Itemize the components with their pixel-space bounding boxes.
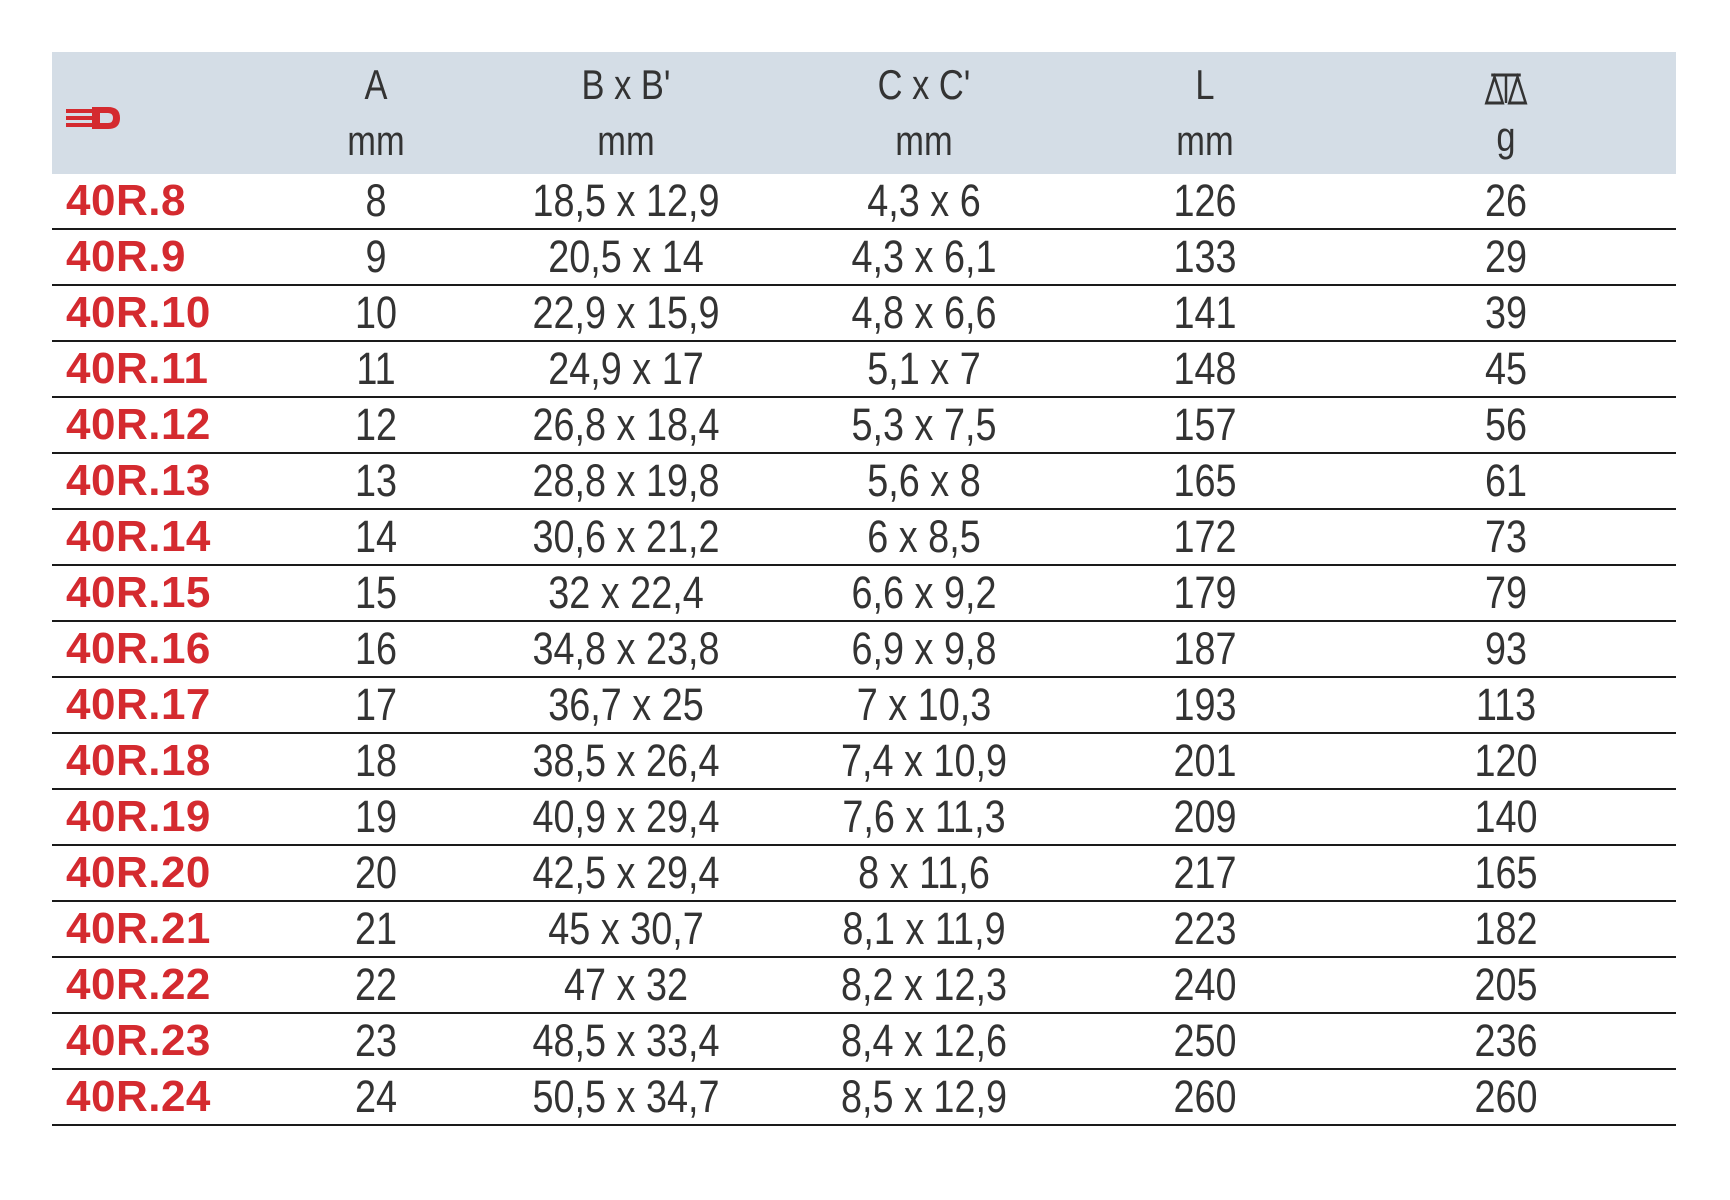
- header-c-name: C x C': [877, 61, 971, 108]
- reference-cell: 40R.17: [66, 680, 211, 729]
- header-l-name: L: [1195, 61, 1215, 108]
- table-row: [52, 734, 1676, 790]
- l-cell: 133: [1173, 231, 1237, 282]
- weight-cell: 120: [1474, 735, 1538, 786]
- l-cell: 223: [1173, 903, 1237, 954]
- l-cell: 209: [1173, 791, 1237, 842]
- a-cell: 18: [354, 735, 398, 786]
- table-row: [52, 510, 1676, 566]
- l-cell: 141: [1173, 287, 1237, 338]
- c-cell: 5,6 x 8: [867, 455, 981, 506]
- c-cell: 8,5 x 12,9: [840, 1071, 1008, 1122]
- scale-balance-icon: [1483, 69, 1529, 109]
- weight-cell: 182: [1474, 903, 1538, 954]
- a-cell: 17: [354, 679, 398, 730]
- table-row: [52, 1014, 1676, 1070]
- reference-cell: 40R.20: [66, 848, 211, 897]
- reference-cell: 40R.16: [66, 624, 211, 673]
- b-cell: 38,5 x 26,4: [532, 735, 720, 786]
- b-cell: 18,5 x 12,9: [532, 175, 720, 226]
- header-weight-unit: g: [1496, 113, 1516, 160]
- weight-cell: 79: [1484, 567, 1528, 618]
- a-cell: 22: [354, 959, 398, 1010]
- header-reference-cell: [52, 52, 274, 174]
- weight-cell: 29: [1484, 231, 1528, 282]
- l-cell: 126: [1173, 175, 1237, 226]
- c-cell: 8,2 x 12,3: [840, 959, 1008, 1010]
- reference-cell: 40R.18: [66, 736, 211, 785]
- b-cell: 47 x 32: [563, 959, 689, 1010]
- weight-cell: 260: [1474, 1071, 1538, 1122]
- c-cell: 8 x 11,6: [858, 847, 990, 898]
- c-cell: 7,6 x 11,3: [842, 791, 1006, 842]
- c-cell: 8,1 x 11,9: [842, 903, 1006, 954]
- a-cell: 21: [354, 903, 398, 954]
- reference-cell: 40R.8: [66, 176, 186, 225]
- weight-cell: 205: [1474, 959, 1538, 1010]
- weight-cell: 26: [1484, 175, 1528, 226]
- reference-cell: 40R.10: [66, 288, 211, 337]
- l-cell: 148: [1173, 343, 1237, 394]
- c-cell: 4,3 x 6: [867, 175, 981, 226]
- reference-cell: 40R.9: [66, 232, 186, 281]
- reference-cell: 40R.15: [66, 568, 211, 617]
- weight-cell: 113: [1475, 679, 1537, 730]
- header-b-unit: mm: [597, 117, 655, 164]
- table-row: [52, 342, 1676, 398]
- b-cell: 30,6 x 21,2: [532, 511, 720, 562]
- table-row: [52, 678, 1676, 734]
- b-cell: 32 x 22,4: [548, 567, 704, 618]
- weight-cell: 73: [1484, 511, 1528, 562]
- c-cell: 5,3 x 7,5: [851, 399, 997, 450]
- l-cell: 165: [1173, 455, 1237, 506]
- table-row: [52, 566, 1676, 622]
- c-cell: 7,4 x 10,9: [840, 735, 1008, 786]
- reference-cell: 40R.14: [66, 512, 211, 561]
- b-cell: 50,5 x 34,7: [532, 1071, 720, 1122]
- a-cell: 10: [354, 287, 398, 338]
- b-cell: 34,8 x 23,8: [532, 623, 720, 674]
- l-cell: 217: [1173, 847, 1237, 898]
- a-cell: 14: [354, 511, 398, 562]
- header-a-unit: mm: [347, 117, 405, 164]
- table-row: [52, 622, 1676, 678]
- a-cell: 24: [354, 1071, 398, 1122]
- b-cell: 28,8 x 19,8: [532, 455, 720, 506]
- c-cell: 4,8 x 6,6: [851, 287, 997, 338]
- table-row: [52, 958, 1676, 1014]
- header-weight: [1367, 52, 1646, 174]
- a-cell: 19: [354, 791, 398, 842]
- b-cell: 36,7 x 25: [548, 679, 704, 730]
- a-cell: 8: [365, 175, 387, 226]
- b-cell: 48,5 x 33,4: [532, 1015, 720, 1066]
- table-row: [52, 398, 1676, 454]
- l-cell: 172: [1173, 511, 1237, 562]
- header-a: [292, 52, 459, 174]
- l-cell: 187: [1173, 623, 1237, 674]
- weight-cell: 140: [1474, 791, 1538, 842]
- weight-cell: 45: [1484, 343, 1528, 394]
- l-cell: 179: [1173, 567, 1237, 618]
- reference-cell: 40R.13: [66, 456, 211, 505]
- reference-cell: 40R.24: [66, 1072, 211, 1121]
- weight-cell: 165: [1474, 847, 1538, 898]
- header-a-name: A: [364, 61, 388, 108]
- c-cell: 5,1 x 7: [867, 343, 981, 394]
- table-header: [52, 52, 1676, 174]
- a-cell: 23: [354, 1015, 398, 1066]
- table-row: [52, 286, 1676, 342]
- header-c: [801, 52, 1047, 174]
- b-cell: 42,5 x 29,4: [532, 847, 720, 898]
- reference-cell: 40R.11: [66, 344, 209, 393]
- a-cell: 12: [354, 399, 398, 450]
- weight-cell: 56: [1484, 399, 1528, 450]
- header-c-unit: mm: [895, 117, 953, 164]
- c-cell: 6,6 x 9,2: [851, 567, 997, 618]
- l-cell: 201: [1173, 735, 1237, 786]
- l-cell: 157: [1173, 399, 1237, 450]
- b-cell: 40,9 x 29,4: [532, 791, 720, 842]
- a-cell: 16: [354, 623, 398, 674]
- a-cell: 13: [354, 455, 398, 506]
- weight-cell: 236: [1474, 1015, 1538, 1066]
- table-row: [52, 174, 1676, 230]
- table-row: [52, 1070, 1676, 1126]
- c-cell: 4,3 x 6,1: [851, 231, 997, 282]
- l-cell: 240: [1173, 959, 1237, 1010]
- b-cell: 20,5 x 14: [548, 231, 704, 282]
- a-cell: 20: [354, 847, 398, 898]
- a-cell: 15: [354, 567, 398, 618]
- header-l-unit: mm: [1176, 117, 1234, 164]
- b-cell: 45 x 30,7: [548, 903, 704, 954]
- reference-cell: 40R.19: [66, 792, 211, 841]
- l-cell: 193: [1173, 679, 1237, 730]
- weight-cell: 61: [1484, 455, 1528, 506]
- header-b: [505, 52, 748, 174]
- header-l: [1098, 52, 1313, 174]
- l-cell: 250: [1173, 1015, 1237, 1066]
- table-row: [52, 902, 1676, 958]
- c-cell: 6,9 x 9,8: [851, 623, 997, 674]
- table-row: [52, 846, 1676, 902]
- table-row: [52, 230, 1676, 286]
- table-row: [52, 454, 1676, 510]
- a-cell: 11: [356, 343, 396, 394]
- c-cell: 8,4 x 12,6: [840, 1015, 1008, 1066]
- reference-cell: 40R.12: [66, 400, 211, 449]
- reference-cell: 40R.23: [66, 1016, 211, 1065]
- l-cell: 260: [1173, 1071, 1237, 1122]
- c-cell: 6 x 8,5: [867, 511, 981, 562]
- table-body: [52, 174, 1676, 1126]
- open-end-wrench-icon: [64, 99, 124, 133]
- reference-cell: 40R.22: [66, 960, 211, 1009]
- spec-table: [52, 52, 1676, 1126]
- b-cell: 26,8 x 18,4: [532, 399, 720, 450]
- reference-cell: 40R.21: [66, 904, 211, 953]
- b-cell: 22,9 x 15,9: [532, 287, 720, 338]
- a-cell: 9: [365, 231, 387, 282]
- weight-cell: 39: [1484, 287, 1528, 338]
- weight-cell: 93: [1484, 623, 1528, 674]
- b-cell: 24,9 x 17: [548, 343, 704, 394]
- table-row: [52, 790, 1676, 846]
- c-cell: 7 x 10,3: [856, 679, 992, 730]
- header-b-name: B x B': [581, 61, 671, 108]
